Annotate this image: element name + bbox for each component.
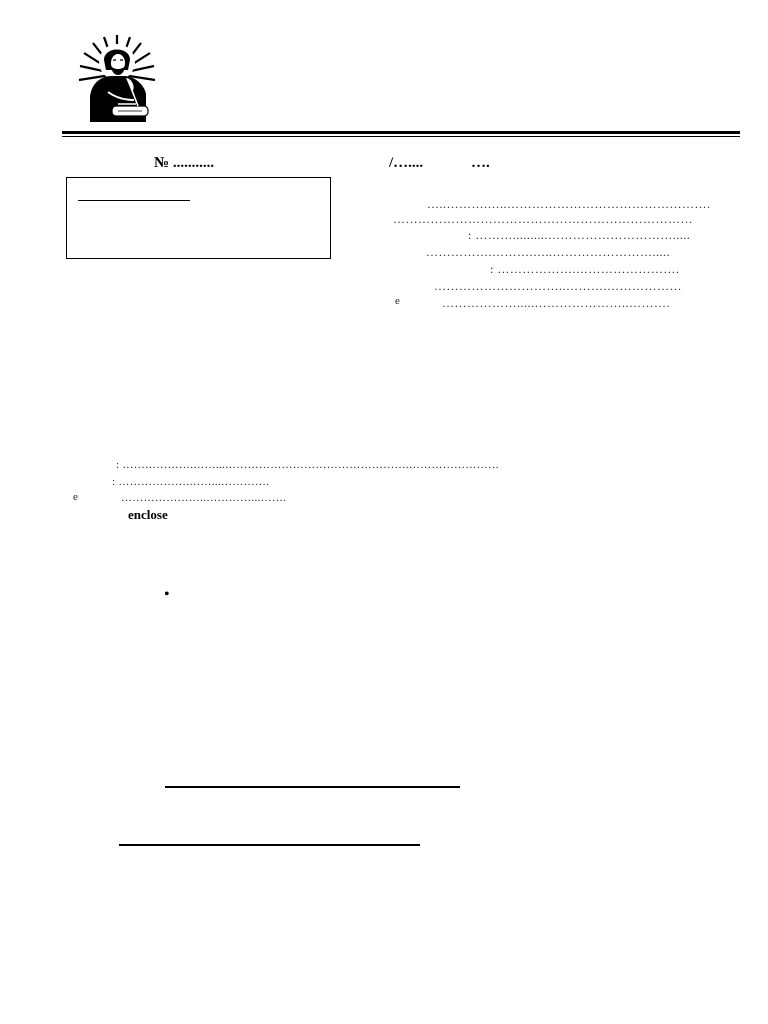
reference-suffix: …. xyxy=(471,155,490,171)
recipient-line-2: ……………………………………………………………… xyxy=(393,212,693,226)
recipient-line-5: : ……………….……………………. xyxy=(490,262,680,276)
signature-line-1 xyxy=(165,786,460,788)
recipient-line-6: …………………………..……….……………… xyxy=(434,279,682,293)
subject-box xyxy=(66,177,331,259)
writing-scholar-logo xyxy=(78,34,156,122)
header-rule-thick xyxy=(62,131,740,134)
reference-label: /….... xyxy=(389,155,424,171)
body-line-1: : ……………….……...………………………………………….…………………… xyxy=(116,459,500,471)
document-number: № ........... xyxy=(154,155,215,171)
recipient-prefix-e: e xyxy=(395,295,400,307)
recipient-line-1: …..……….…..…………………………………………. xyxy=(427,197,711,211)
enclose-label: enclose xyxy=(128,507,168,522)
recipient-line-7: ……………….....…………………..………. xyxy=(442,296,670,310)
list-bullet: • xyxy=(164,586,170,603)
body-line-3: …………………..…………...……. xyxy=(121,492,287,504)
header-rule-thin xyxy=(62,136,740,137)
body-prefix-e: e xyxy=(73,491,78,503)
recipient-line-4: …………….……….…..……………………..... xyxy=(426,245,670,259)
recipient-line-3: : ………..........…………………………..... xyxy=(468,228,691,242)
subject-box-underline xyxy=(78,200,190,201)
signature-line-2 xyxy=(119,844,420,846)
body-line-2: : ……………….……...…………. xyxy=(112,476,270,488)
